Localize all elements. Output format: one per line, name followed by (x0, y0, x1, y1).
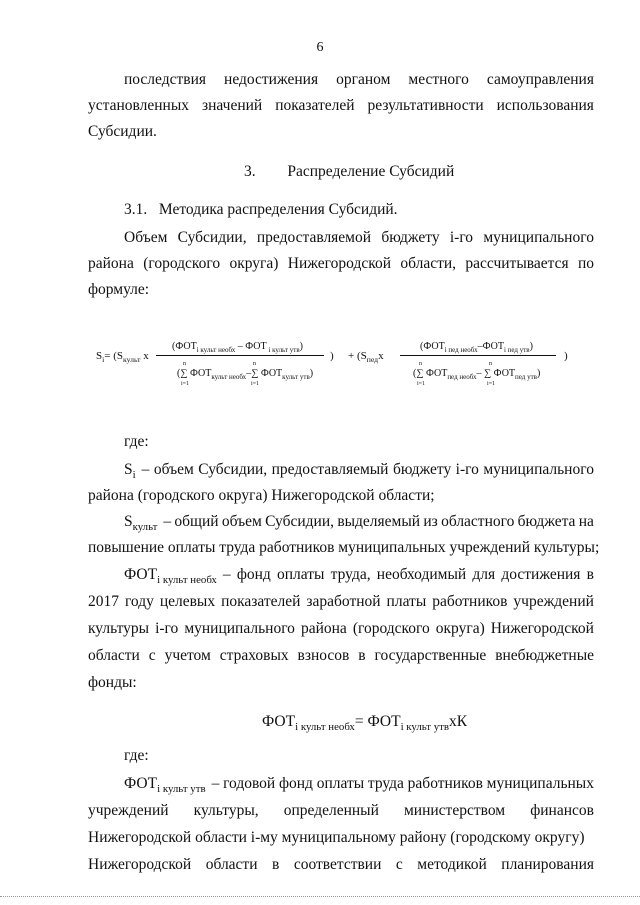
word: предоставляемой (256, 229, 372, 246)
word: труда (367, 775, 404, 792)
formula-fot: $ФОТ_{i культ необх}= ФОТ_{i культ утв}хК$ (262, 713, 468, 734)
def-fot-utv-line4 (88, 855, 594, 875)
word: 2017 (88, 593, 119, 610)
word: предоставляемый (271, 461, 389, 478)
word: объем (153, 461, 194, 478)
word: в (586, 566, 594, 583)
formula-close1: ) (330, 350, 334, 362)
word: района (300, 620, 347, 637)
word: муниципальных (486, 775, 594, 792)
word: последствия (124, 71, 207, 88)
word: округа) (435, 620, 485, 637)
word: Субсидии, (177, 229, 247, 246)
word: фонд (236, 566, 271, 583)
word: муниципального (184, 620, 295, 637)
word: установленных (88, 97, 189, 114)
word: Субсидии, (198, 461, 268, 478)
def-si-line1 (124, 460, 594, 485)
word: работников (407, 775, 483, 792)
word: платы (386, 593, 427, 610)
def-fot-line3 (88, 619, 594, 639)
page-number: 6 (316, 40, 324, 55)
def-skult-line2: повышение оплаты труда работников муниципальных учреждений культуры; (88, 539, 600, 556)
para2-line3: формуле: (88, 281, 150, 298)
para2-line1 (124, 228, 594, 248)
subsection-heading: 3.1. Методика распределения Субсидий. (124, 201, 398, 218)
word: органом (336, 71, 391, 88)
word: работников (432, 593, 508, 610)
bottom-edge-line (0, 896, 640, 897)
word: бюджету (392, 461, 452, 478)
word: показателей (221, 593, 301, 610)
word: области (88, 647, 140, 664)
word: Нижегородской (490, 620, 594, 637)
word: заработной (306, 593, 381, 610)
para1-line2 (88, 96, 594, 116)
word: учетом (164, 647, 211, 664)
word: оплаты (316, 775, 365, 792)
word: учреждений (88, 802, 169, 819)
word: достижения (501, 566, 581, 583)
def-fot-line5: фонды: (88, 674, 137, 691)
word: методикой (417, 856, 487, 873)
den2-sum1-bottom: i=1 (417, 381, 426, 387)
def-skult-line1 (124, 512, 594, 537)
word: местного (408, 71, 469, 88)
word: в (358, 647, 366, 664)
word: значений (201, 97, 263, 114)
word: целевых (159, 593, 216, 610)
para2-line2 (88, 254, 594, 274)
word: фонд (278, 775, 313, 792)
word: годовой (223, 775, 276, 792)
def-si-symbol: $S_i$ (124, 461, 136, 482)
word: учреждений (513, 593, 594, 610)
word: результативности (367, 97, 484, 114)
def-fot-utv-line2 (88, 801, 594, 821)
word: планирования (501, 856, 594, 873)
word: области (205, 856, 258, 873)
den1-sum2-bottom: i=1 (251, 381, 260, 387)
word: показателей (275, 97, 355, 114)
fraction1-numerator: ($ФОТ_{i культ необх}$ – ФОТ $_{i культ утв}$) (172, 341, 303, 354)
word: бюджету (381, 229, 440, 246)
word: бюджета (517, 513, 576, 530)
word: министерством (403, 802, 506, 819)
word: культуры, (193, 802, 259, 819)
section-heading (244, 162, 454, 182)
fraction2-numerator: $(ФОТ_{i пед необх}-ФОТ_{i пед утв})$ (420, 341, 533, 354)
word: Субсидии, (265, 513, 335, 530)
den2-sum2-bottom: i=1 (487, 381, 496, 387)
word: областного (441, 513, 515, 530)
word: государственные (374, 647, 487, 664)
def-si-line2: района (городского округа) Нижегородской области; (88, 487, 435, 504)
word: i-го (449, 229, 474, 246)
word: использования (496, 97, 594, 114)
word: Объем (124, 229, 168, 246)
word: i-го (455, 461, 479, 478)
def-fot-utv-symbol: $ФОТ_{i культ утв}$ (124, 775, 206, 796)
para1-line3: Субсидии. (88, 123, 157, 140)
def-fot-line4 (88, 646, 594, 666)
word: муниципального (483, 461, 594, 478)
word: объем (221, 513, 262, 530)
def-fot-line2 (88, 592, 594, 612)
word: году (124, 593, 154, 610)
para1-line1 (124, 70, 594, 90)
word: взносов (297, 647, 350, 664)
word: с (148, 647, 156, 664)
word: – (163, 513, 172, 530)
formula-plus: + ($S_{пед}x$ (348, 350, 384, 365)
word: определенный (283, 802, 379, 819)
word: с (395, 856, 403, 873)
word: общий (174, 513, 219, 530)
word: Нижегородской (287, 255, 391, 272)
word: из (423, 513, 438, 530)
where-label-2: где: (124, 747, 149, 764)
word: выделяемый (337, 513, 421, 530)
den1-sum2-top: n (253, 361, 256, 367)
def-fot-utv-line1 (124, 774, 594, 799)
formula-close2: ) (564, 350, 568, 362)
den2-sum1-top: n (419, 361, 422, 367)
def-fot-symbol: $ФОТ_{i культ необх}$ (124, 566, 217, 587)
word: – (211, 775, 220, 792)
fraction2-denominator: (∑ $ФОТ_{пед необх}-$ ∑ $ФОТ_{пед утв}$) (413, 368, 541, 381)
where-label-1: где: (124, 433, 149, 450)
word: в (272, 856, 280, 873)
word: муниципального (483, 229, 594, 246)
word: – (141, 461, 150, 478)
word: для (472, 566, 496, 583)
word: финансов (530, 802, 594, 819)
def-skult-symbol: $S_{культ}$ (124, 513, 158, 534)
word: внебюджетные (495, 647, 594, 664)
den1-sum1-bottom: i=1 (181, 381, 190, 387)
word: (городского (143, 255, 221, 272)
word: необходимый (376, 566, 467, 583)
word: страховых (219, 647, 289, 664)
fraction1-bar (156, 355, 324, 356)
def-fot-line1 (124, 565, 594, 590)
word: i-го (155, 620, 179, 637)
word: недостижения (224, 71, 319, 88)
word: на (578, 513, 594, 530)
word: района (88, 255, 134, 272)
word: оплаты (277, 566, 325, 583)
word: по (577, 255, 594, 272)
word: – (222, 566, 231, 583)
section-title: Распределение Субсидий (287, 163, 455, 180)
fraction1-denominator: (∑ $ФОТ_{культ необх}-\sum$ $ФОТ_{культ утв}$) (177, 368, 314, 381)
word: (городского (352, 620, 430, 637)
den2-sum2-top: n (489, 361, 492, 367)
word: рассчитывается (465, 255, 569, 272)
word: самоуправления (486, 71, 594, 88)
formula-lhs: $S_i= (S_{культ}$ x (96, 350, 149, 365)
word: соответствии (293, 856, 382, 873)
word: области, (400, 255, 457, 272)
def-fot-utv-line3: Нижегородской области i-му муниципальному району (городскому округу) (88, 829, 585, 846)
section-number: 3. (244, 163, 256, 180)
fraction2-bar (400, 355, 556, 356)
word: округа) (229, 255, 279, 272)
word: Нижегородской (88, 856, 192, 873)
word: культуры (88, 620, 150, 637)
den1-sum1-top: n (183, 361, 186, 367)
word: труда, (330, 566, 371, 583)
